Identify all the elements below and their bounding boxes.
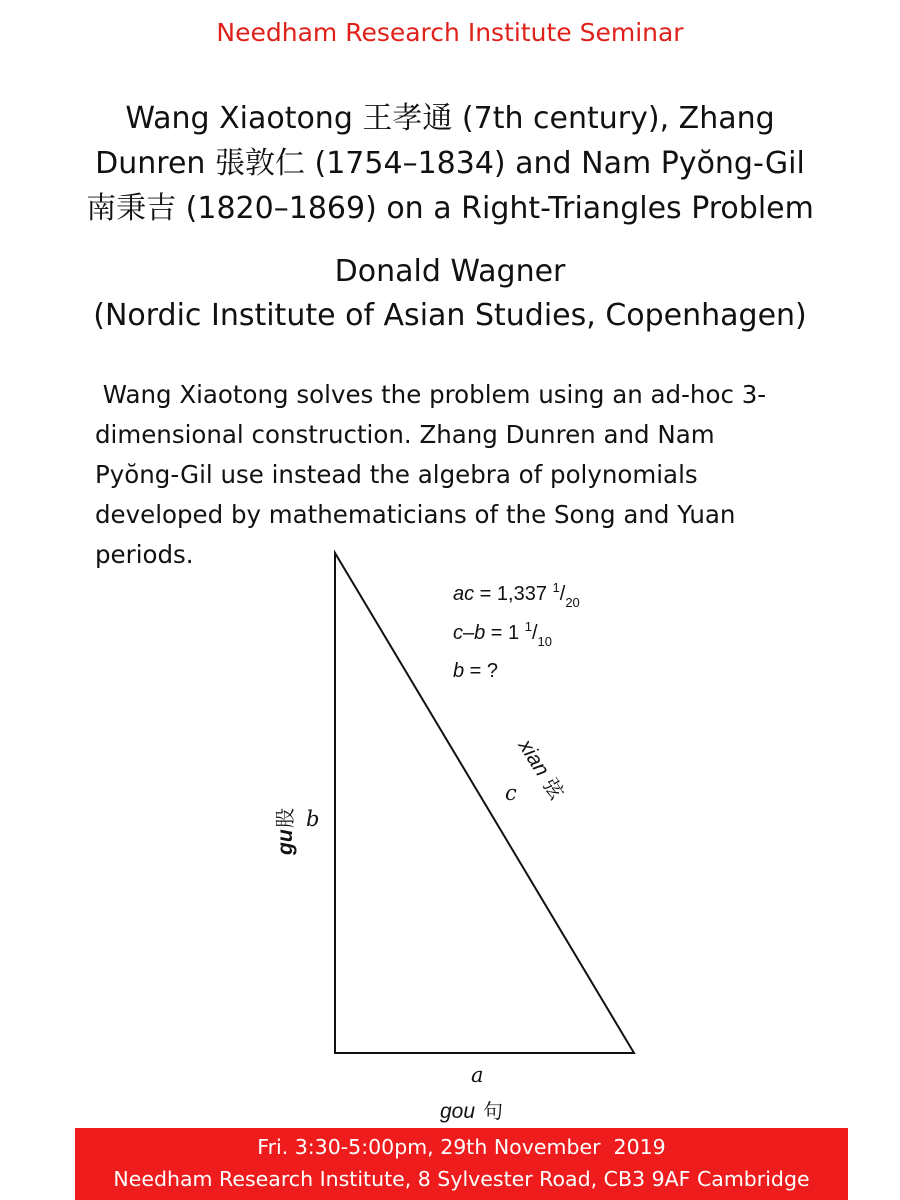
abstract-line: Pyŏng-Gil use instead the algebra of polynomials	[95, 460, 698, 489]
vertical-leg-character: 股	[273, 808, 297, 828]
hypotenuse-name: xian	[513, 735, 554, 781]
abstract-line: periods.	[95, 540, 194, 569]
speaker-name: Donald Wagner	[334, 254, 566, 289]
hypotenuse-name-label	[513, 734, 569, 804]
vertical-leg-name-label	[273, 808, 297, 856]
equations	[453, 580, 580, 682]
talk-title-line: Wang Xiaotong 王孝通 (7th century), Zhang	[125, 101, 775, 136]
speaker-affiliation: (Nordic Institute of Asian Studies, Copenhagen)	[93, 298, 807, 333]
vertical-leg-name: gu	[274, 829, 297, 855]
event-datetime: Fri. 3:30-5:00pm, 29th November 2019	[257, 1135, 666, 1159]
event-venue: Needham Research Institute, 8 Sylvester Road, CB3 9AF Cambridge	[113, 1167, 810, 1191]
equation-c-minus-b: c–b = 1 $^1/_{10}$	[453, 619, 552, 649]
vertical-leg-variable: b	[306, 807, 320, 831]
seminar-series-title: Needham Research Institute Seminar	[216, 18, 684, 47]
abstract-line: dimensional construction. Zhang Dunren and Nam	[95, 420, 715, 449]
hypotenuse-variable: c	[505, 781, 517, 805]
equation-b: b = ?	[453, 660, 499, 682]
base-variable: a	[471, 1063, 484, 1087]
base-name: gou	[440, 1100, 476, 1123]
hypotenuse-character: 弦	[538, 773, 570, 804]
event-details-banner	[75, 1128, 848, 1200]
abstract-line: developed by mathematicians of the Song and Yuan	[95, 500, 736, 529]
base-character: 句	[483, 1099, 503, 1123]
equation-ac: ac = 1,337 $^1/_{20}$	[453, 580, 580, 610]
talk-title-line: 南秉吉 (1820–1869) on a Right-Triangles Problem	[86, 191, 814, 226]
abstract-line: Wang Xiaotong solves the problem using an ad-hoc 3-	[95, 380, 767, 409]
talk-title-line: Dunren 張敦仁 (1754–1834) and Nam Pyŏng-Gil	[95, 146, 805, 181]
